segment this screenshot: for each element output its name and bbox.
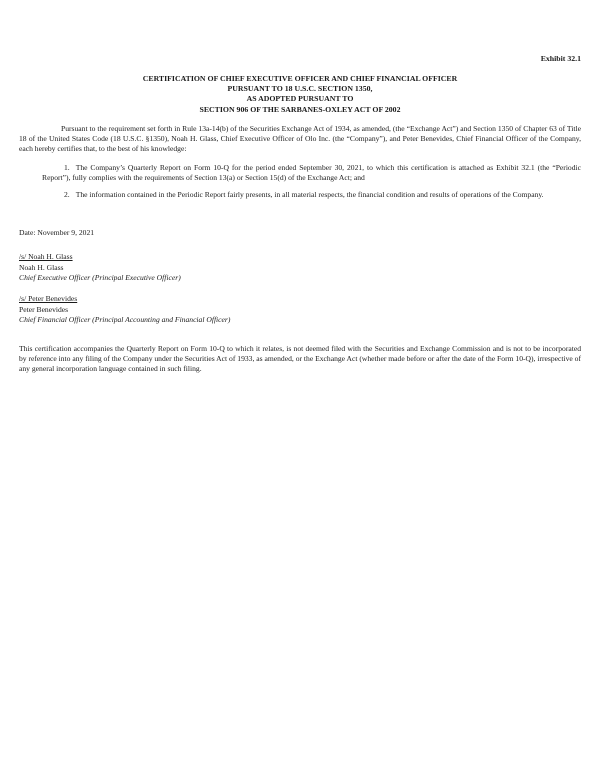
certification-heading [19, 74, 581, 115]
signer-name-cfo: Peter Benevides [19, 305, 69, 314]
signature-ceo: /s/ Noah H. Glass [19, 252, 73, 261]
closing-paragraph: This certification accompanies the Quarterly Report on Form 10-Q to which it relates, is not deemed filed with the Securities and Exchange Commission and is not to be incorporated by reference into any filing of the Company under the Securities Act of 1933, as amended, or the Exchange Act (whether made before or after the date of the Form 10-Q), irrespective of any general incorporation language contained in such filing. [19, 344, 581, 374]
heading-line-2: PURSUANT TO 18 U.S.C. SECTION 1350, [227, 84, 373, 94]
item-text: The Company’s Quarterly Report on Form 10-Q for the period ended September 30, 2021, to which this certification is attached as Exhibit 32.1 (the “Periodic Report”), fully complies with the requirements of Section 13(a) or Section 15(d) of the Exchange Act; and [42, 163, 581, 183]
heading-line-4: SECTION 906 OF THE SARBANES-OXLEY ACT OF 2002 [199, 104, 401, 114]
date-line: Date: November 9, 2021 [19, 228, 95, 237]
intro-paragraph: Pursuant to the requirement set forth in Rule 13a-14(b) of the Securities Exchange Act of 1934, as amended, (the “Exchange Act”) and Section 1350 of Chapter 63 of Title 18 of the United States Code (18 U.S.C. §1350), Noah H. Glass, Chief Executive Officer of Olo Inc. (the “Company”), and Peter Benevides, Chief Financial Officer of the Company, each hereby certifies that, to the best of his knowledge: [19, 124, 581, 154]
list-item [42, 163, 581, 183]
list-item [42, 190, 581, 200]
item-number: 2. [64, 190, 70, 199]
signer-title-ceo: Chief Executive Officer (Principal Executive Officer) [19, 273, 181, 282]
exhibit-label: Exhibit 32.1 [540, 54, 581, 63]
item-text: The information contained in the Periodic Report fairly presents, in all material respects, the financial condition and results of operations of the Company. [75, 190, 544, 199]
item-number: 1. [64, 163, 70, 172]
signer-name-ceo: Noah H. Glass [19, 263, 64, 272]
signer-title-cfo: Chief Financial Officer (Principal Accounting and Financial Officer) [19, 315, 231, 324]
heading-line-1: CERTIFICATION OF CHIEF EXECUTIVE OFFICER AND CHIEF FINANCIAL OFFICER [142, 74, 458, 83]
signature-cfo: /s/ Peter Benevides [19, 294, 78, 303]
heading-line-3: AS ADOPTED PURSUANT TO [246, 94, 354, 104]
